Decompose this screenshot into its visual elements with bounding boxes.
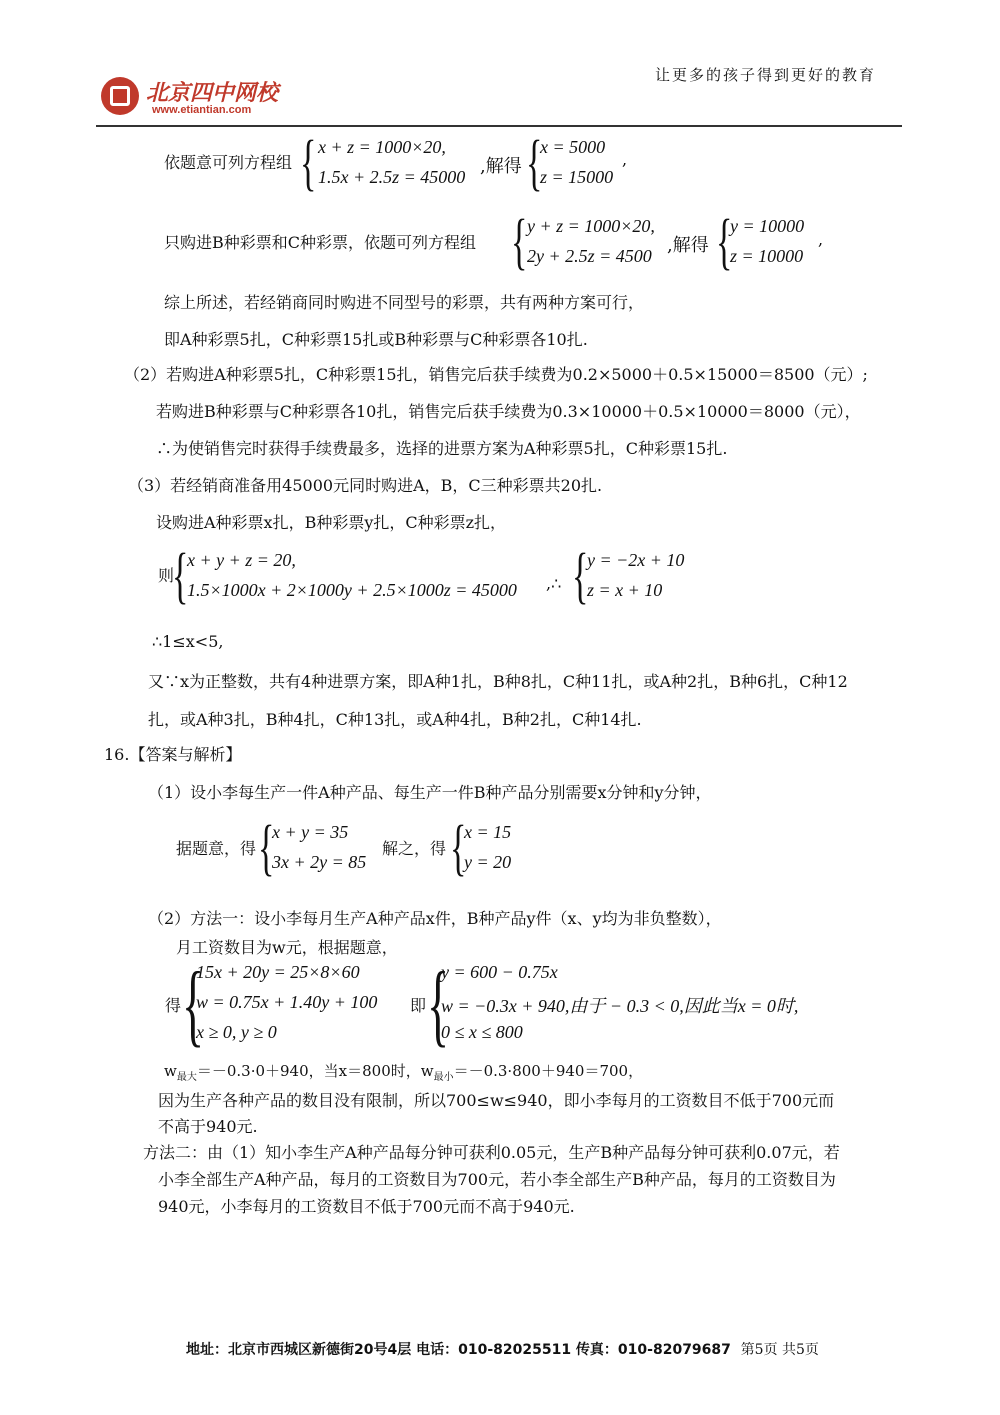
text-line: 小李全部生产A种产品，每月的工资数目为700元，若小李全部生产B种产品，每月的工资数目为 (158, 1170, 836, 1189)
brace-icon: { (427, 953, 450, 1055)
text-line: 月工资数目为w元，根据题意， (176, 938, 398, 957)
text-line: 不高于940元. (158, 1117, 258, 1136)
l3-therefore: ,∴ (546, 574, 562, 593)
logo-url: www.etiantian.com (152, 104, 252, 116)
text-line: 即A种彩票5扎，C种彩票15扎或B种彩票与C种彩票各10扎. (164, 330, 588, 349)
l1-eq2: 1.5x + 2.5z = 45000 (318, 167, 466, 187)
l2-sol2: z = 10000 (730, 246, 804, 266)
section-heading: 16.【答案与解析】 (104, 745, 242, 764)
logo-text: 北京四中网校 (146, 80, 279, 106)
brace-icon: { (258, 814, 275, 882)
l4-eq2: 3x + 2y = 85 (272, 852, 367, 872)
footer (186, 1339, 819, 1359)
l5-eq3: x ≥ 0, y ≥ 0 (196, 1022, 277, 1042)
text-line: ∴1≤x<5, (152, 632, 224, 651)
l5-mid: 即 (410, 996, 427, 1015)
l3-eq1: x + y + z = 20, (187, 550, 296, 570)
l3-text: 则 (158, 566, 175, 585)
l3-sol2: z = x + 10 (587, 580, 663, 600)
text-line: 扎，或A种3扎，B种4扎，C种13扎，或A种4扎，B种2扎，C种14扎. (148, 710, 642, 729)
text-line: $w_{最大}=-0.3\cdot 0+940$，当x＝800时，$w_{最小}=-0.3\cdot 800+940=700$， (164, 1062, 644, 1083)
header-slogan: 让更多的孩子得到更好的教育 (655, 66, 877, 84)
header-divider (96, 125, 902, 127)
l5-text: 得 (165, 996, 182, 1015)
text-line: 方法二：由（1）知小李生产A种产品每分钟可获利0.05元，生产B种产品每分钟可获利0.07元，若 (143, 1143, 840, 1162)
text-line: ∴为使销售完时获得手续费最多，选择的进票方案为A种彩票5扎，C种彩票15扎. (156, 439, 728, 458)
l5-sol1: y = 600 − 0.75x (441, 962, 558, 982)
text-line: 若购进B种彩票与C种彩票各10扎，销售完后获手续费为0.3×10000＋0.5×10000＝8000（元）， (156, 402, 861, 421)
l2-eq2: 2y + 2.5z = 4500 (527, 246, 652, 266)
l2-end: , (818, 230, 824, 249)
brace-icon: { (526, 129, 543, 197)
l4-text: 据题意，得 (176, 839, 257, 858)
l5-sol3: 0 ≤ x ≤ 800 (441, 1022, 523, 1042)
brace-icon: { (572, 542, 589, 610)
brace-icon: { (450, 814, 467, 882)
text-line: 又∵x为正整数，共有4种进票方案，即A种1扎，B种8扎，C种11扎，或A种2扎，B种6扎，C种12 (148, 672, 848, 691)
l3-eq2: 1.5×1000x + 2×1000y + 2.5×1000z = 45000 (187, 580, 517, 600)
brace-icon: { (172, 542, 189, 610)
l5-sol2: w = −0.3x + 940,由于 − 0.3 < 0,因此当x = 0时, (441, 996, 799, 1016)
text-line: 设购进A种彩票x扎，B种彩票y扎，C种彩票z扎， (156, 513, 507, 532)
text-line: （3）若经销商准备用45000元同时购进A，B，C三种彩票共20扎. (128, 476, 603, 495)
text-line: 940元，小李每月的工资数目不低于700元而不高于940元. (158, 1197, 575, 1216)
l5-eq2: w = 0.75x + 1.40y + 100 (196, 992, 378, 1012)
logo-icon (101, 77, 139, 115)
l2-eq1: y + z = 1000×20, (527, 216, 655, 236)
brace-icon: { (511, 208, 528, 276)
l2-solve: ,解得 (667, 235, 709, 256)
l2-text: 只购进B种彩票和C种彩票，依题可列方程组 (164, 233, 477, 252)
l4-eq1: x + y = 35 (272, 822, 349, 842)
l5-eq1: 15x + 20y = 25×8×60 (196, 962, 360, 982)
footer-page: 第5页 共5页 (740, 1342, 819, 1358)
l4-sol2: y = 20 (464, 852, 512, 872)
l1-end: , (622, 150, 628, 169)
brace-icon: { (716, 208, 733, 276)
l1-sol2: z = 15000 (540, 167, 614, 187)
brace-icon: { (300, 129, 317, 197)
text-line: （2）若购进A种彩票5扎，C种彩票15扎，销售完后获手续费为0.2×5000＋0.5×15000＝8500（元）; (124, 365, 868, 384)
l3-sol1: y = −2x + 10 (587, 550, 685, 570)
text-line: 因为生产各种产品的数目没有限制，所以700≤w≤940，即小李每月的工资数目不低于700元而 (158, 1091, 835, 1110)
text-line: 综上所述，若经销商同时购进不同型号的彩票，共有两种方案可行， (164, 293, 645, 312)
l1-eq1: x + z = 1000×20, (318, 137, 446, 157)
l4-mid: 解之，得 (382, 839, 447, 858)
text-line: （1）设小李每生产一件A种产品、每生产一件B种产品分别需要x分钟和y分钟， (148, 783, 712, 802)
footer-address: 地址：北京市西城区新德街20号4层 电话：010-82025511 传真：010-82079687 (186, 1342, 731, 1358)
brace-icon: { (182, 953, 205, 1055)
l1-text: 依题意可列方程组 (164, 153, 293, 172)
l1-sol1: x = 5000 (540, 137, 606, 157)
text-line: （2）方法一：设小李每月生产A种产品x件，B种产品y件（x、y均为非负整数）， (148, 909, 722, 928)
l2-sol1: y = 10000 (730, 216, 805, 236)
l4-sol1: x = 15 (464, 822, 512, 842)
l1-solve: ,解得 (480, 156, 522, 177)
